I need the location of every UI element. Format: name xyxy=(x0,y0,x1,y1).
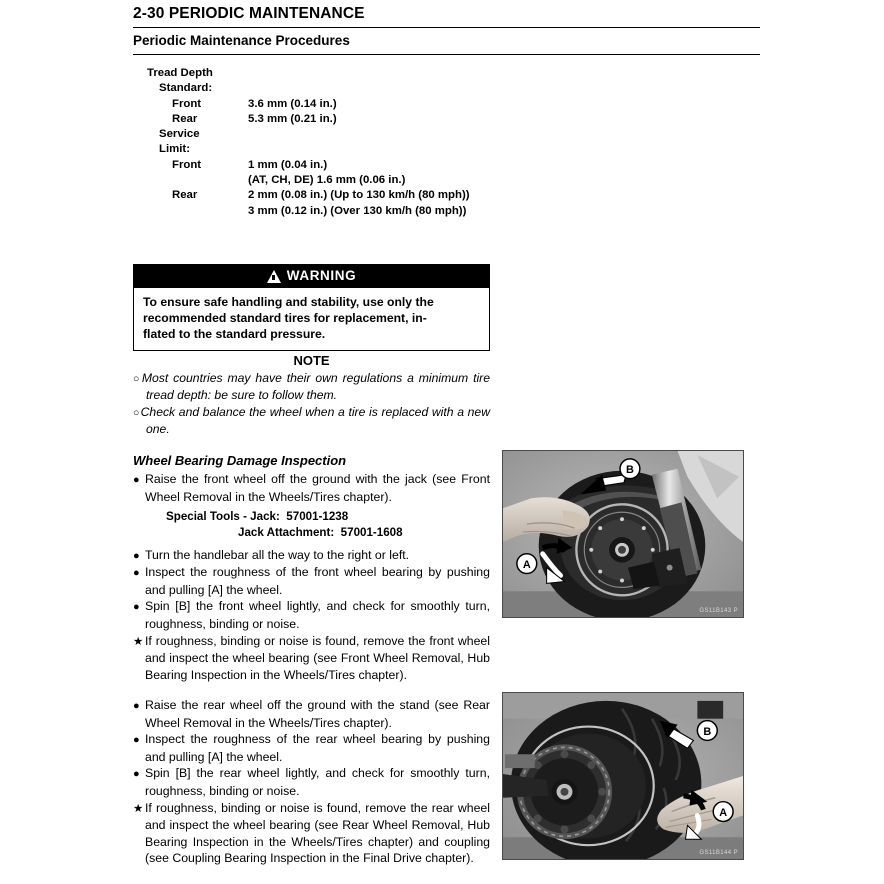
warning-box xyxy=(133,264,490,351)
spec-row xyxy=(147,188,507,203)
spec-row xyxy=(147,97,507,112)
special-tools-block xyxy=(133,505,490,546)
procedure-step-conditional xyxy=(133,800,490,867)
procedure-step xyxy=(133,471,490,505)
callout-a-label: A xyxy=(719,807,728,820)
step-text: Spin [B] the rear wheel lightly, and check for smoothly turn, roughness, binding or noise. xyxy=(145,766,490,798)
callout-a-label: A xyxy=(522,559,531,572)
step-star-icon: ★ xyxy=(133,635,144,648)
procedure-step xyxy=(133,697,490,731)
spec-value: 2 mm (0.08 in.) (Up to 130 km/h (80 mph)) xyxy=(248,189,470,202)
step-bullet-icon: ● xyxy=(133,601,140,614)
rear-wheel-illustration xyxy=(503,693,743,859)
procedure-step xyxy=(133,731,490,765)
spec-value: 3 mm (0.12 in.) (Over 130 km/h (80 mph)) xyxy=(248,204,467,217)
spec-value: 1 mm (0.04 in.) xyxy=(248,158,328,171)
front-wheel-procedure xyxy=(133,452,490,683)
rear-wheel-procedure xyxy=(133,697,490,867)
step-text: Turn the handlebar all the way to the right or left. xyxy=(145,547,410,562)
special-tools-jack-number: 57001-1238 xyxy=(286,510,349,524)
spec-row xyxy=(147,158,507,173)
spec-value: (AT, CH, DE) 1.6 mm (0.06 in.) xyxy=(248,174,406,187)
header-rule-bottom xyxy=(133,54,760,55)
step-text: If roughness, binding or noise is found, remove the rear wheel and inspect the wheel bearing (see Rear Wheel Removal, Hub Bearing Inspection in the Wheels/Tires chapter) and coupling (see Coupling Bearing Inspection in the Final Drive chapter). xyxy=(145,800,490,866)
procedure-step xyxy=(133,564,490,598)
spec-row xyxy=(147,112,507,127)
step-text: Inspect the roughness of the front wheel bearing by pushing and pulling [A] the wheel. xyxy=(145,565,490,597)
figure-code: GS11B144 P xyxy=(699,850,738,856)
special-tools-attachment-label: Jack Attachment: xyxy=(238,526,335,540)
spec-label: Rear xyxy=(172,112,198,125)
callout-b-label: B xyxy=(703,726,712,738)
step-text: Inspect the roughness of the rear wheel bearing by pushing and pulling [A] the wheel. xyxy=(145,732,490,764)
spec-service-limit-label-1: Service xyxy=(159,128,200,141)
special-tools-label: Special Tools - Jack: xyxy=(166,510,280,524)
special-tools-jack-line xyxy=(133,509,490,525)
step-bullet-icon: ● xyxy=(133,700,140,712)
step-text: If roughness, binding or noise is found, remove the front wheel and inspect the wheel bearing (see Front Wheel Removal, Hub Bearing Inspection in the Wheels/Tires chapter). xyxy=(145,633,490,682)
note-bullet-icon: ○ xyxy=(133,373,141,385)
note-item xyxy=(133,370,490,404)
page-header xyxy=(133,4,760,55)
warning-line-2: recommended standard tires for replacement, in- xyxy=(143,311,427,326)
step-text: Raise the front wheel off the ground with the jack (see Front Wheel Removal in the Wheels/Tires chapter). xyxy=(145,472,490,504)
spec-service-limit-label-2: Limit: xyxy=(159,143,191,156)
spec-row-continuation xyxy=(147,173,507,188)
note-title: NOTE xyxy=(293,353,330,368)
spec-label: Rear xyxy=(172,189,198,202)
step-text: Spin [B] the front wheel lightly, and check for smoothly turn, roughness, binding or noise. xyxy=(145,599,490,631)
note-item-text: Most countries may have their own regulations a minimum tire tread depth: be sure to follow them. xyxy=(141,371,491,403)
note-block xyxy=(133,352,490,438)
procedure-step-conditional xyxy=(133,633,490,684)
front-wheel-bearing-photo xyxy=(502,450,744,618)
step-text: Raise the rear wheel off the ground with the stand (see Rear Wheel Removal in the Wheels/Tires chapter). xyxy=(145,698,490,730)
procedure-step xyxy=(133,598,490,632)
step-bullet-icon: ● xyxy=(133,768,140,781)
figure-code: GS11B143 P xyxy=(699,608,738,614)
spec-row-continuation xyxy=(147,204,507,219)
spec-label: Front xyxy=(172,158,202,171)
warning-line-1: To ensure safe handling and stability, use only the xyxy=(143,295,434,309)
spec-value: 3.6 mm (0.14 in.) xyxy=(248,97,337,110)
front-wheel-illustration xyxy=(503,451,743,617)
warning-header-bar xyxy=(134,265,489,288)
spec-standard-label: Standard: xyxy=(159,82,213,95)
callout-b-label: B xyxy=(626,464,634,477)
step-bullet-icon: ● xyxy=(133,734,140,747)
procedure-step xyxy=(133,765,490,799)
warning-title: WARNING xyxy=(286,268,357,283)
spec-value: 5.3 mm (0.21 in.) xyxy=(248,112,337,125)
tread-depth-spec-table xyxy=(147,66,507,219)
rear-wheel-bearing-photo xyxy=(502,692,744,860)
special-tools-attachment-number: 57001-1608 xyxy=(340,526,403,540)
spec-heading: Tread Depth xyxy=(147,67,213,79)
warning-line-3: flated to the standard pressure. xyxy=(143,327,326,342)
procedure-step xyxy=(133,547,490,565)
step-bullet-icon: ● xyxy=(133,549,140,562)
note-item-text: Check and balance the wheel when a tire is replaced with a new one. xyxy=(140,404,490,437)
warning-triangle-icon xyxy=(267,270,281,283)
special-tools-attachment-line xyxy=(133,525,490,541)
section-title: Periodic Maintenance Procedures xyxy=(133,33,350,48)
note-item xyxy=(133,404,490,438)
page-title: 2-30 PERIODIC MAINTENANCE xyxy=(133,5,365,22)
spec-label: Front xyxy=(172,97,202,110)
step-star-icon: ★ xyxy=(133,802,144,815)
procedure-title: Wheel Bearing Damage Inspection xyxy=(133,453,347,468)
warning-text xyxy=(134,288,489,350)
note-bullet-icon: ○ xyxy=(133,406,140,419)
step-bullet-icon: ● xyxy=(133,567,140,580)
step-bullet-icon: ● xyxy=(133,474,140,486)
